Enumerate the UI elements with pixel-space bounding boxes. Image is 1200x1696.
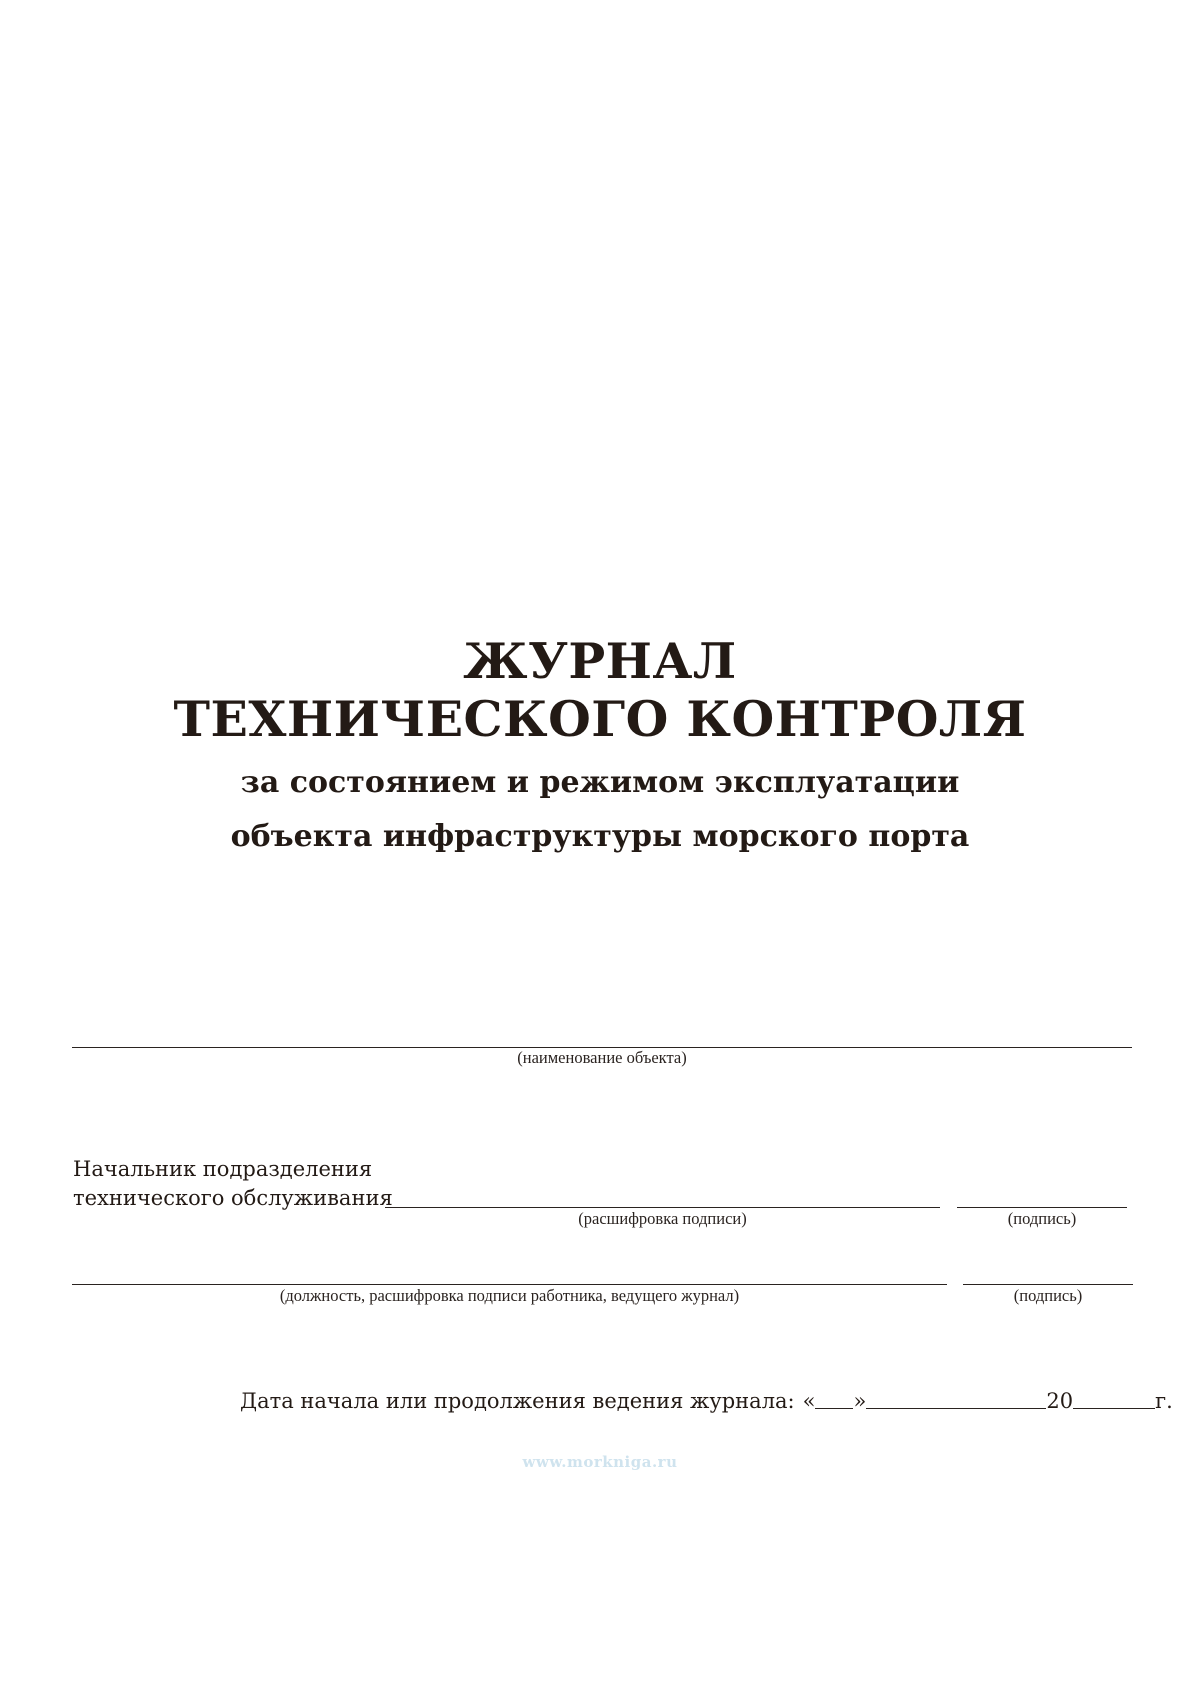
day-blank[interactable] [815,1388,853,1409]
head-signature-caption: (подпись) [1007,1209,1077,1228]
head-name-caption: (расшифровка подписи) [578,1209,747,1228]
title-line-2: ТЕХНИЧЕСКОГО КОНТРОЛЯ [173,690,1027,748]
close-quote: » [853,1389,867,1413]
head-label-line-1: Начальник подразделения [73,1157,373,1181]
document-title-block [0,632,1200,864]
year-blank[interactable] [1073,1388,1155,1409]
start-date-label: Дата начала или продолжения ведения журнала: [240,1389,795,1413]
head-name-line[interactable] [385,1207,940,1208]
keeper-signature-line[interactable] [963,1284,1133,1285]
open-quote: « [802,1389,816,1413]
start-date-row [240,1388,1173,1413]
object-name-caption: (наименование объекта) [517,1048,687,1067]
year-suffix: г. [1155,1389,1173,1413]
head-signature-line[interactable] [957,1207,1127,1208]
head-label-line-2: технического обслуживания [73,1186,393,1210]
keeper-signature-caption: (подпись) [1013,1286,1083,1305]
website-watermark: www.morkniga.ru [522,1453,678,1471]
month-blank[interactable] [866,1388,1046,1409]
title-line-1: ЖУРНАЛ [463,632,737,690]
subtitle-line-2: объекта инфраструктуры морского порта [230,819,970,854]
subtitle-line-1: за состоянием и режимом эксплуатации [240,765,960,800]
year-prefix: 20 [1046,1389,1074,1413]
keeper-name-caption: (должность, расшифровка подписи работника, ведущего журнал) [279,1286,740,1305]
keeper-name-line[interactable] [72,1284,947,1285]
